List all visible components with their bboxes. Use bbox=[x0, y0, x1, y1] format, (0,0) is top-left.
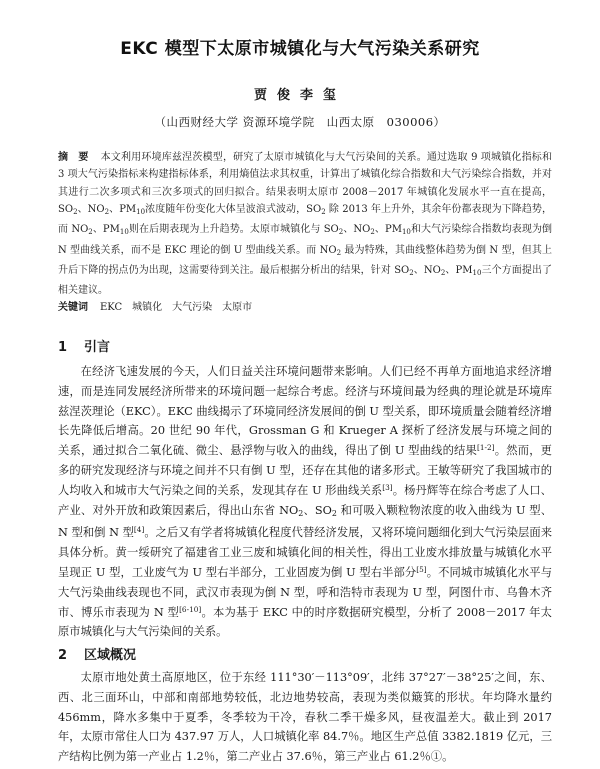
section-title: 引言 bbox=[84, 340, 111, 355]
section-heading-introduction bbox=[58, 336, 110, 355]
keyword-item: EKC bbox=[100, 302, 123, 313]
keywords bbox=[58, 299, 552, 316]
keywords-heading: 关键词 bbox=[58, 302, 88, 313]
keyword-item: 城镇化 bbox=[132, 302, 163, 313]
abstract bbox=[58, 149, 552, 299]
citation-ref: [4] bbox=[133, 525, 145, 535]
introduction-paragraph: 在经济飞速发展的今天，人们日益关注环境问题带来影响。人们已经不再单方面地追求经济增速，而是连同发展经济所带来的环境问题一起综合考虑。经济与环境间最为经典的理论就是环境库兹涅茨理论（EKC）。EKC 曲线揭示了环境同经济发展间的倒 U 型关系，即环境质量会随着经济增长先降低后增高。20 世纪 90 年代，Grossman G 和 Krueger A 探析了经济发展与环境之间的关系，通过拟合二氧化硫、微尘、悬浮物与收入的曲线，得出了倒 U 型曲线的结果[1-2]。然而，更多的研究发现经济与环境之间并不只有倒 U 型，还存在其他的诸多形式。王敏等研究了我国城市的人均收入和城市大气污染之间的关系，发现其存在 U 形曲线关系[3]。杨丹辉等在综合考虑了人口、产业、对外开放和政策因素后，得出山东省 $NO_2$、$SO_2$ 和可吸入颗粒物浓度的收入曲线为 U 型、N 型和倒 N 型[4]。之后又有学者将城镇化程度代替经济发展，又将环境问题细化到大气污染层面来具体分析。黄一绥研究了福建省工业三废和城镇化间的相关性，得出工业废水排放量与城镇化水平呈现正 U 型，工业废气为 U 型右半部分，工业固废为倒 U 型右半部分[5]。不同城市城镇化水平与大气污染曲线表现也不同，武汉市表现为倒 N 型，呼和浩特市表现为 U 型，阿图什市、乌鲁木齐市、博乐市表现为 N 型[6-10]。本为基于 EKC 中的时序数据研究模型，分析了 2008－2017 年太原市城镇化与大气污染间的关系。 bbox=[58, 365, 552, 639]
citation-ref: [5] bbox=[416, 564, 427, 574]
abstract-text: 本文利用环境库兹涅茨模型，研究了太原市城镇化与大气污染间的关系。通过选取 9 项城镇化指标和 3 项大气污染指标来构建指标体系，利用熵值法求其权重，计算出了城镇化综合指数和大气污染综合指数，并对其进行二次多项式和三次多项式的回归拟合。结果表明太原市 2008－2017 年城镇化发展水平一直在提高，$SO_2$、$NO_2$、$PM_{10}$浓度随年份变化大体呈波浪式波动，$SO_2$ 除 2013 年上升外，其余年份都表现为下降趋势，而 $NO_2$、$PM_{10}$则在后期表现为上升趋势。太原市城镇化与 $SO_2$、$NO_2$、$PM_{10}$和大气污染综合指数均表现为倒 N 型曲线关系，而不是 EKC 理论的倒 U 型曲线关系。而 $NO_2$ 最为特殊，其曲线整体趋势为倒 N 型，但其上升后下降的拐点仍为出现，这需要待到关注。最后根据分析出的结果，针对 $SO_2$、$NO_2$、$PM_{10}$三个方面提出了相关建议。 bbox=[58, 152, 553, 296]
keyword-item: 太原市 bbox=[222, 302, 253, 313]
citation-ref: [1-2] bbox=[477, 443, 495, 453]
section-number: 1 bbox=[58, 340, 68, 355]
section-number: 2 bbox=[58, 648, 68, 663]
keyword-item: 大气污染 bbox=[172, 302, 213, 313]
region-overview-paragraph: 太原市地处黄土高原地区，位于东经 111°30′－113°09′，北纬 37°27′－38°25′之间，东、西、北三面环山，中部和南部地势较低，北边地势较高，表现为类似簸箕的形状。年均降水量约 456mm，降水多集中于夏季，冬季较为干冷，春秋二季干燥多风，昼夜温差大。截止到 2017 年，太原市常住人口为 437.97 万人，人口城镇化率 84.7％。地区生产总值 3382.1819 亿元，三产结构比例为第一产业占 1.2％，第二产业占 37.6％，第三产业占 61.2％①。 bbox=[58, 671, 552, 764]
abstract-heading: 摘 要 bbox=[58, 152, 89, 163]
citation-ref: [3] bbox=[382, 482, 393, 492]
citation-ref: [6-10] bbox=[179, 604, 202, 614]
paper-title: EKC 模型下太原市城镇化与大气污染关系研究 bbox=[120, 39, 480, 59]
section-heading-region-overview bbox=[58, 644, 136, 663]
section-title: 区域概况 bbox=[84, 648, 137, 663]
paper-affiliation: （山西财经大学 资源环境学院 山西太原 030006） bbox=[154, 115, 446, 129]
paper-author: 贾俊李玺 bbox=[253, 88, 346, 103]
footnote-marker: ① bbox=[430, 750, 443, 764]
